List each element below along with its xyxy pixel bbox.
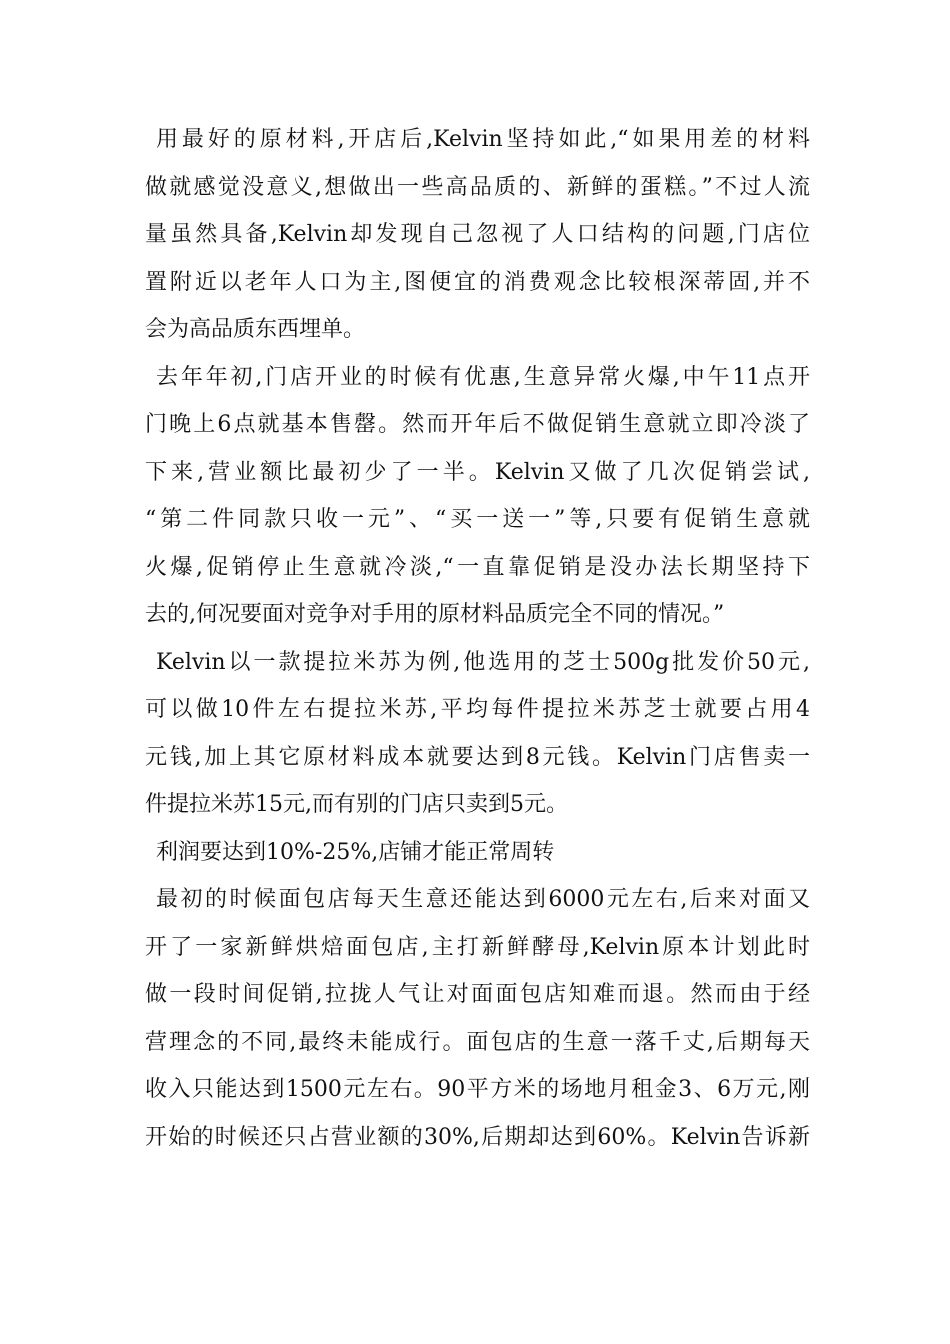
- paragraph-line: 元钱,加上其它原材料成本就要达到8元钱。Kelvin门店售卖一: [145, 744, 810, 770]
- paragraph-line: 置附近以老年人口为主,图便宜的消费观念比较根深蒂固,并不: [145, 269, 810, 295]
- section-heading: 利润要达到10%-25%,店铺才能正常周转: [156, 839, 555, 865]
- paragraph-line: 门晚上6点就基本售罄。然而开年后不做促销生意就立即冷淡了: [145, 412, 810, 437]
- paragraph-line: 开始的时候还只占营业额的30%,后期却达到60%。Kelvin告诉新: [145, 1124, 810, 1150]
- paragraph-line: 去的,何况要面对竞争对手用的原材料品质完全不同的情况。”: [145, 602, 725, 627]
- paragraph-line: 开了一家新鲜烘焙面包店,主打新鲜酵母,Kelvin原本计划此时: [145, 934, 810, 960]
- paragraph-line: 做就感觉没意义,想做出一些高品质的、新鲜的蛋糕。”不过人流: [145, 174, 810, 200]
- paragraph-line: 最初的时候面包店每天生意还能达到6000元左右,后来对面又: [156, 887, 810, 912]
- paragraph-line: 用最好的原材料,开店后,Kelvin坚持如此,“如果用差的材料: [156, 127, 810, 152]
- paragraph-line: 做一段时间促销,拉拢人气让对面面包店知难而退。然而由于经: [145, 982, 810, 1007]
- paragraph-line: 会为高品质东西埋单。: [145, 317, 366, 342]
- paragraph-line: 量虽然具备,Kelvin却发现自己忽视了人口结构的问题,门店位: [145, 222, 810, 247]
- paragraph-line: 收入只能达到1500元左右。90平方米的场地月租金3、6万元,刚: [145, 1077, 810, 1102]
- paragraph-line: 下来,营业额比最初少了一半。Kelvin又做了几次促销尝试,: [145, 459, 810, 485]
- paragraph-line: 火爆,促销停止生意就冷淡,“一直靠促销是没办法长期坚持下: [145, 554, 810, 580]
- paragraph-line: 去年年初,门店开业的时候有优惠,生意异常火爆,中午11点开: [156, 364, 810, 390]
- paragraph-line: 可以做10件左右提拉米苏,平均每件提拉米苏芝士就要占用4: [145, 697, 810, 722]
- paragraph-line: 件提拉米苏15元,而有别的门店只卖到5元。: [145, 792, 568, 817]
- paragraph-line: Kelvin以一款提拉米苏为例,他选用的芝士500g批发价50元,: [156, 649, 810, 675]
- paragraph-line: 营理念的不同,最终未能成行。面包店的生意一落千丈,后期每天: [145, 1029, 810, 1055]
- paragraph-line: “第二件同款只收一元”、“买一送一”等,只要有促销生意就: [145, 507, 810, 532]
